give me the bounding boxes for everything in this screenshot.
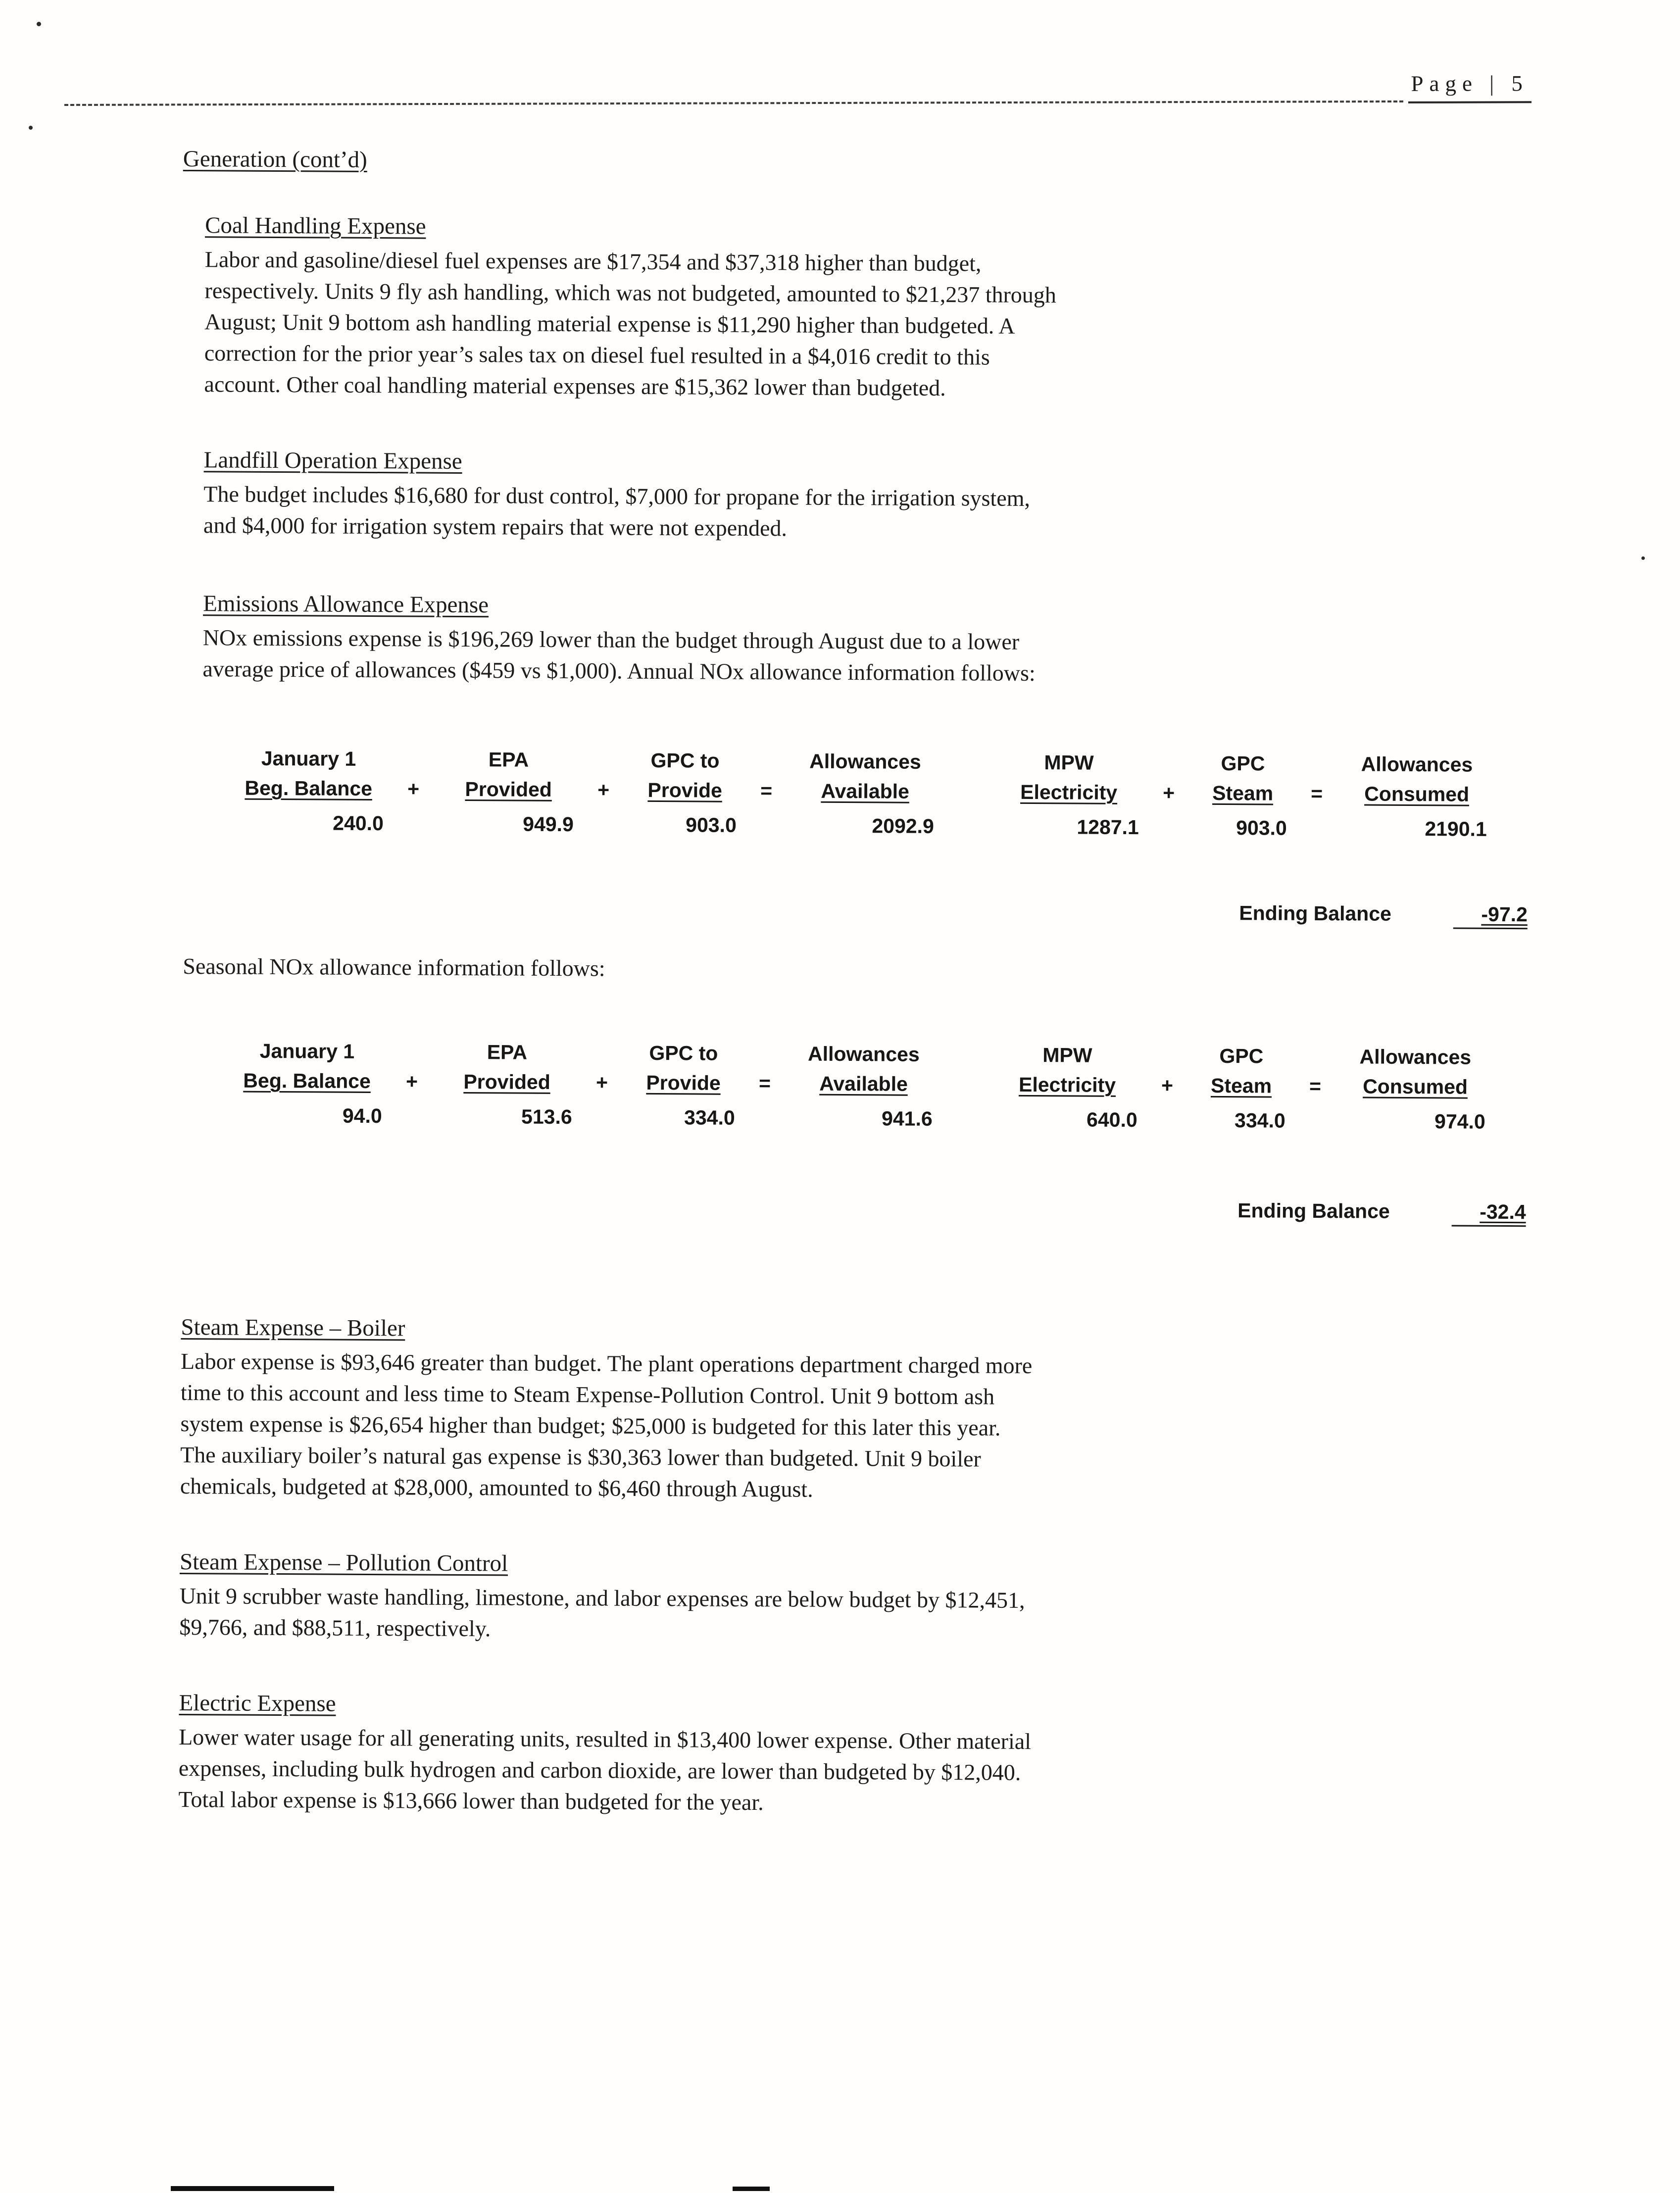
main-heading: Generation (cont’d) [183,146,367,173]
scan-edge-artifact [733,2187,770,2191]
section-coal-handling [204,212,1531,406]
table-column-gpc-provide: GPC to Provide 334.0 [628,1039,740,1132]
section-steam-boiler [180,1314,1526,1508]
table-value: 513.6 [521,1105,572,1129]
plus-operator: + [1163,781,1175,804]
table-value: 941.6 [881,1107,933,1130]
table-column-epa-provided: EPA Provided 949.9 [439,745,578,839]
table-value: 2092.9 [872,814,934,838]
section-emissions-allowance [202,590,1529,691]
page-number: Page | 5 [1408,70,1532,103]
table-column-mpw-electricity: MPW Electricity 1287.1 [994,748,1143,842]
annual-nox-table [229,744,1529,844]
equals-operator: = [1309,1074,1322,1098]
table-column-allowances-available: Allowances Available 2092.9 [792,747,939,841]
table-column-gpc-provide: GPC to Provide 903.0 [629,746,741,840]
plus-operator: + [597,778,610,801]
table-value: 903.0 [686,813,737,837]
seasonal-nox-table [228,1036,1527,1136]
seasonal-ending-balance [178,1194,1526,1227]
ending-balance-label: Ending Balance [1239,901,1392,925]
section-landfill-operation [203,447,1530,548]
page-header [64,70,1532,107]
table-column-epa-provided: EPA Provided 513.6 [438,1038,577,1131]
document-content [174,146,1532,1822]
scan-speck [29,126,33,130]
seasonal-intro: Seasonal NOx allowance information follows: [183,953,605,981]
ending-balance-label: Ending Balance [1237,1199,1390,1223]
equals-operator: = [760,779,773,802]
scan-speck [37,22,41,26]
section-body: Labor expense is $93,646 greater than budget. The plant operations department charged more time to this account and less time to Steam Expense-Pollution Control. Unit 9 bottom ash system expense is $26,654 higher than budget; $25,000 is budgeted for this later this year. The auxiliary boiler’s natural gas expense is $30,363 lower than budgeted. Unit 9 boiler chemicals, budgeted at $28,000, amounted to $6,460 through August. [180,1348,1033,1502]
section-body: Labor and gasoline/diesel fuel expenses are $17,354 and $37,318 higher than budget, respectively. Units 9 fly ash handling, which was not budgeted, amounted to $21,237 through August; Unit 9 bottom ash handling material expense is $11,290 higher than budgeted. A correction for the prior year’s sales tax on diesel fuel resulted in a $4,016 credit to this account. Other coal handling material expenses are $15,362 lower than budgeted. [204,247,1057,401]
plus-operator: + [595,1071,608,1094]
section-title: Landfill Operation Expense [203,447,462,474]
table-column-mpw-electricity: MPW Electricity 640.0 [993,1041,1142,1135]
section-body: NOx emissions expense is $196,269 lower than the budget through August due to a lower average price of allowances ($459 vs $1,000). Annual NOx allowance information follows: [202,625,1036,686]
section-title: Emissions Allowance Expense [203,591,489,618]
table-column-allowances-consumed: Allowances Consumed 2190.1 [1342,749,1491,844]
section-body: Unit 9 scrubber waste handling, limestone, and labor expenses are below budget by $12,451, $9,766, and $88,511, respectively. [179,1583,1025,1642]
annual-ending-balance [179,896,1528,929]
section-title: Steam Expense – Boiler [181,1314,405,1342]
equals-operator: = [1311,782,1323,805]
table-column-gpc-steam: GPC Steam 334.0 [1193,1042,1290,1135]
section-title: Steam Expense – Pollution Control [179,1549,508,1577]
scan-edge-artifact [171,2186,334,2191]
table-value: 1287.1 [1077,815,1139,839]
ending-balance-value: -97.2 [1453,902,1528,929]
plus-operator: + [407,777,420,800]
table-value: 2190.1 [1425,817,1487,841]
header-dashed-rule [64,100,1403,106]
table-value: 949.9 [523,812,574,836]
table-value: 974.0 [1434,1110,1485,1133]
section-steam-pollution-control [179,1548,1524,1649]
ending-balance-value: -32.4 [1452,1200,1526,1227]
equals-operator: = [758,1072,771,1095]
plus-operator: + [1161,1074,1174,1097]
section-electric-expense [178,1690,1523,1822]
table-column-beg-balance: January 1 Beg. Balance 94.0 [228,1036,387,1130]
table-column-allowances-available: Allowances Available 941.6 [791,1039,937,1133]
table-value: 240.0 [333,811,384,835]
table-value: 334.0 [1234,1109,1285,1132]
plus-operator: + [406,1070,418,1093]
table-value: 94.0 [342,1104,382,1128]
section-title: Coal Handling Expense [205,212,426,240]
section-body: The budget includes $16,680 for dust control, $7,000 for propane for the irrigation system, and $4,000 for irrigation system repairs that were not expended. [203,481,1031,541]
table-value: 640.0 [1086,1108,1137,1132]
table-column-beg-balance: January 1 Beg. Balance 240.0 [229,744,388,838]
table-value: 903.0 [1236,816,1287,840]
section-title: Electric Expense [179,1690,336,1717]
section-body: Lower water usage for all generating units, resulted in $13,400 lower expense. Other material expenses, including bulk hydrogen and carbon dioxide, are lower than budgeted by $12,040. Total labor expense is $13,666 lower than budgeted for the year. [178,1724,1032,1815]
table-column-gpc-steam: GPC Steam 903.0 [1194,749,1291,843]
table-value: 334.0 [684,1106,735,1129]
scan-speck [1641,556,1645,560]
table-column-allowances-consumed: Allowances Consumed 974.0 [1341,1042,1490,1136]
